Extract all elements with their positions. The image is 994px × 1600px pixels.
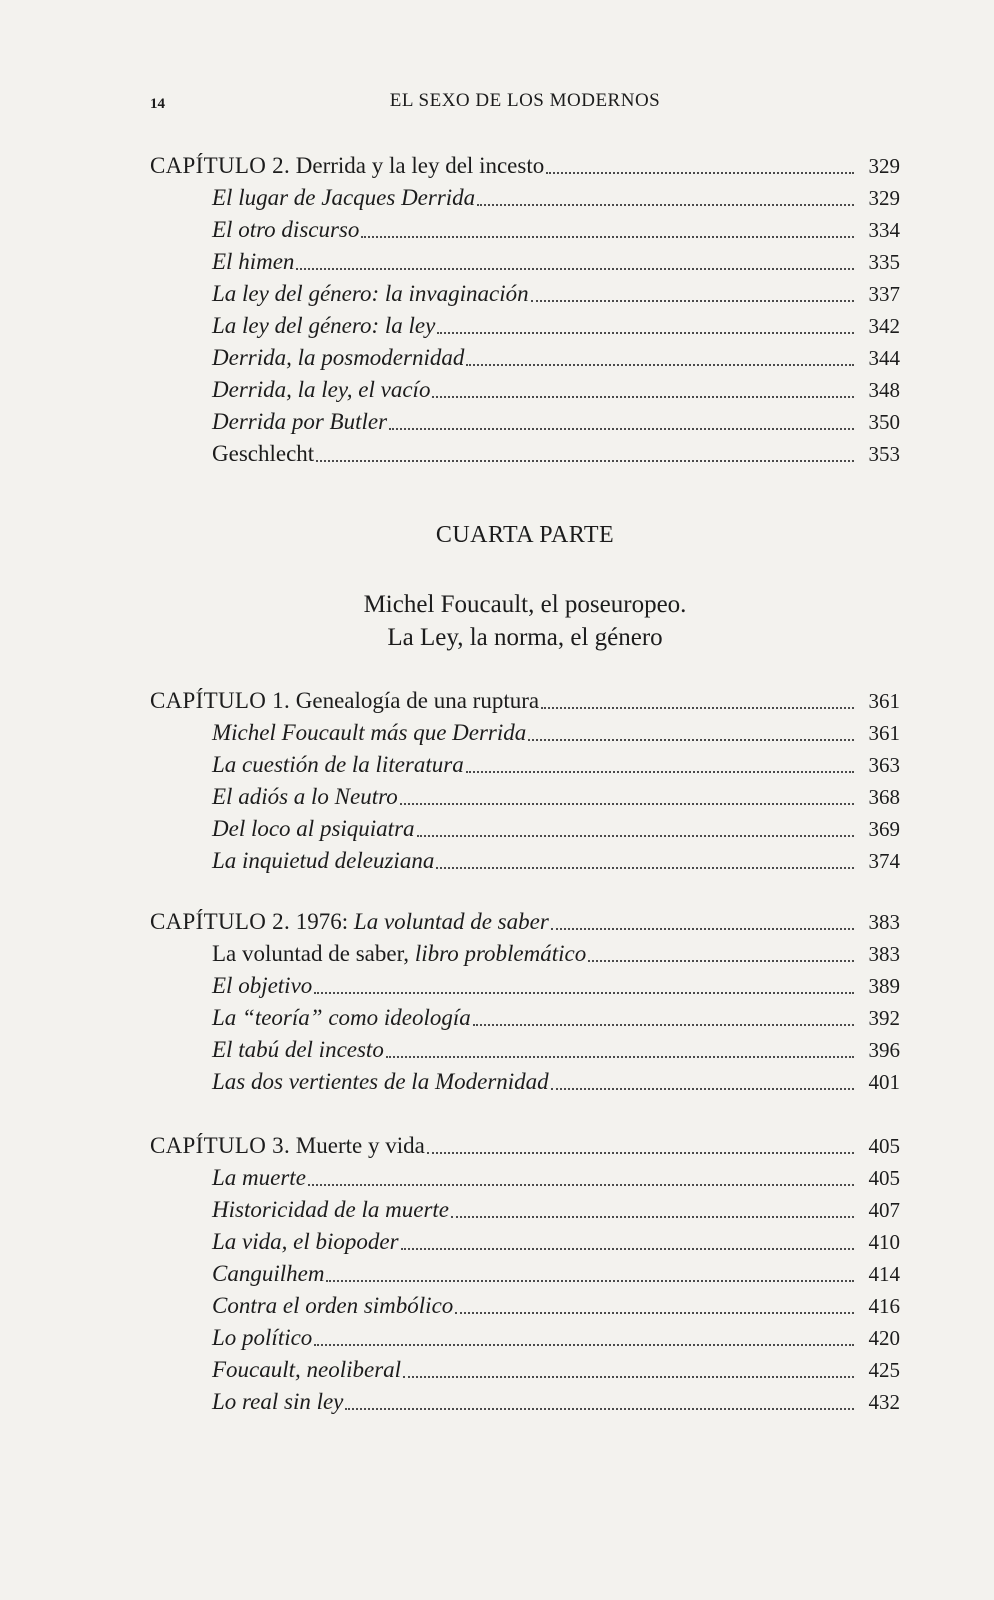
chapter-heading: [150, 148, 900, 180]
toc-entry: El adiós a lo Neutro 368: [212, 784, 900, 809]
toc-entry: La muerte 405: [212, 1165, 900, 1190]
page-number: 14: [150, 96, 165, 112]
chapter-title: CAPÍTULO 2. 1976: La voluntad de saber: [150, 909, 549, 934]
toc-entry: Foucault, neoliberal 425: [212, 1357, 900, 1382]
toc-chapter-voluntad: [150, 904, 900, 1096]
toc-entry: Derrida, la ley, el vacío 348: [212, 377, 900, 402]
chapter-heading: [150, 904, 900, 936]
toc-entry: Michel Foucault más que Derrida 361: [212, 720, 900, 745]
dot-leader: [427, 1151, 854, 1154]
toc-entry: Derrida por Butler 350: [212, 409, 900, 434]
page-ref: 405: [868, 1134, 900, 1158]
toc-entry: Canguilhem 414: [212, 1261, 900, 1286]
toc-entry: La inquietud deleuziana 374: [212, 848, 900, 873]
toc-entry: Las dos vertientes de la Modernidad 401: [212, 1069, 900, 1094]
toc-entry: El himen 335: [212, 249, 900, 274]
toc-chapter-derrida: [150, 148, 900, 468]
chapter-title: CAPÍTULO 3. Muerte y vida: [150, 1133, 425, 1158]
part-subtitle-block: [150, 588, 900, 654]
toc-entry: Geschlecht 353: [212, 441, 900, 466]
dot-leader: [551, 927, 854, 930]
part-heading: CUARTA PARTE: [435, 522, 615, 548]
toc-entry: El lugar de Jacques Derrida 329: [212, 185, 900, 210]
toc-entry: El objetivo 389: [212, 973, 900, 998]
toc-entry: La vida, el biopoder 410: [212, 1229, 900, 1254]
toc-entry: La cuestión de la literatura 363: [212, 752, 900, 777]
toc-entry: Lo político 420: [212, 1325, 900, 1350]
toc-entry: Historicidad de la muerte 407: [212, 1197, 900, 1222]
dot-leader: [541, 706, 854, 709]
toc-entry: La ley del género: la ley 342: [212, 313, 900, 338]
toc-entry: Contra el orden simbólico 416: [212, 1293, 900, 1318]
page-ref: 383: [868, 910, 900, 934]
dot-leader: [546, 171, 854, 174]
chapter-heading: [150, 1128, 900, 1160]
toc-entry: Del loco al psiquiatra 369: [212, 816, 900, 841]
part-subtitle-line2: La Ley, la norma, el género: [387, 624, 663, 651]
running-head: [150, 88, 900, 118]
part-heading-block: [150, 522, 900, 549]
toc-entry: El otro discurso 334: [212, 217, 900, 242]
page-ref: 361: [868, 689, 900, 713]
part-subtitle-line1: Michel Foucault, el poseuropeo.: [363, 591, 687, 618]
toc-chapter-genealogia: [150, 683, 900, 875]
toc-chapter-muerte: [150, 1128, 900, 1416]
toc-entry: El tabú del incesto 396: [212, 1037, 900, 1062]
page-ref: 329: [868, 154, 900, 178]
toc-entry: La voluntad de saber, libro problemático 383: [212, 941, 900, 966]
toc-entry: La ley del género: la invaginación 337: [212, 281, 900, 306]
chapter-title: CAPÍTULO 1. Genealogía de una ruptura: [150, 688, 540, 713]
toc-entry: Lo real sin ley 432: [212, 1389, 900, 1414]
chapter-heading: [150, 683, 900, 715]
toc-entry: La “teoría” como ideología 392: [212, 1005, 900, 1030]
chapter-title: CAPÍTULO 2. Derrida y la ley del incesto: [150, 153, 545, 178]
book-title: EL SEXO DE LOS MODERNOS: [389, 90, 661, 111]
toc-entry: Derrida, la posmodernidad 344: [212, 345, 900, 370]
